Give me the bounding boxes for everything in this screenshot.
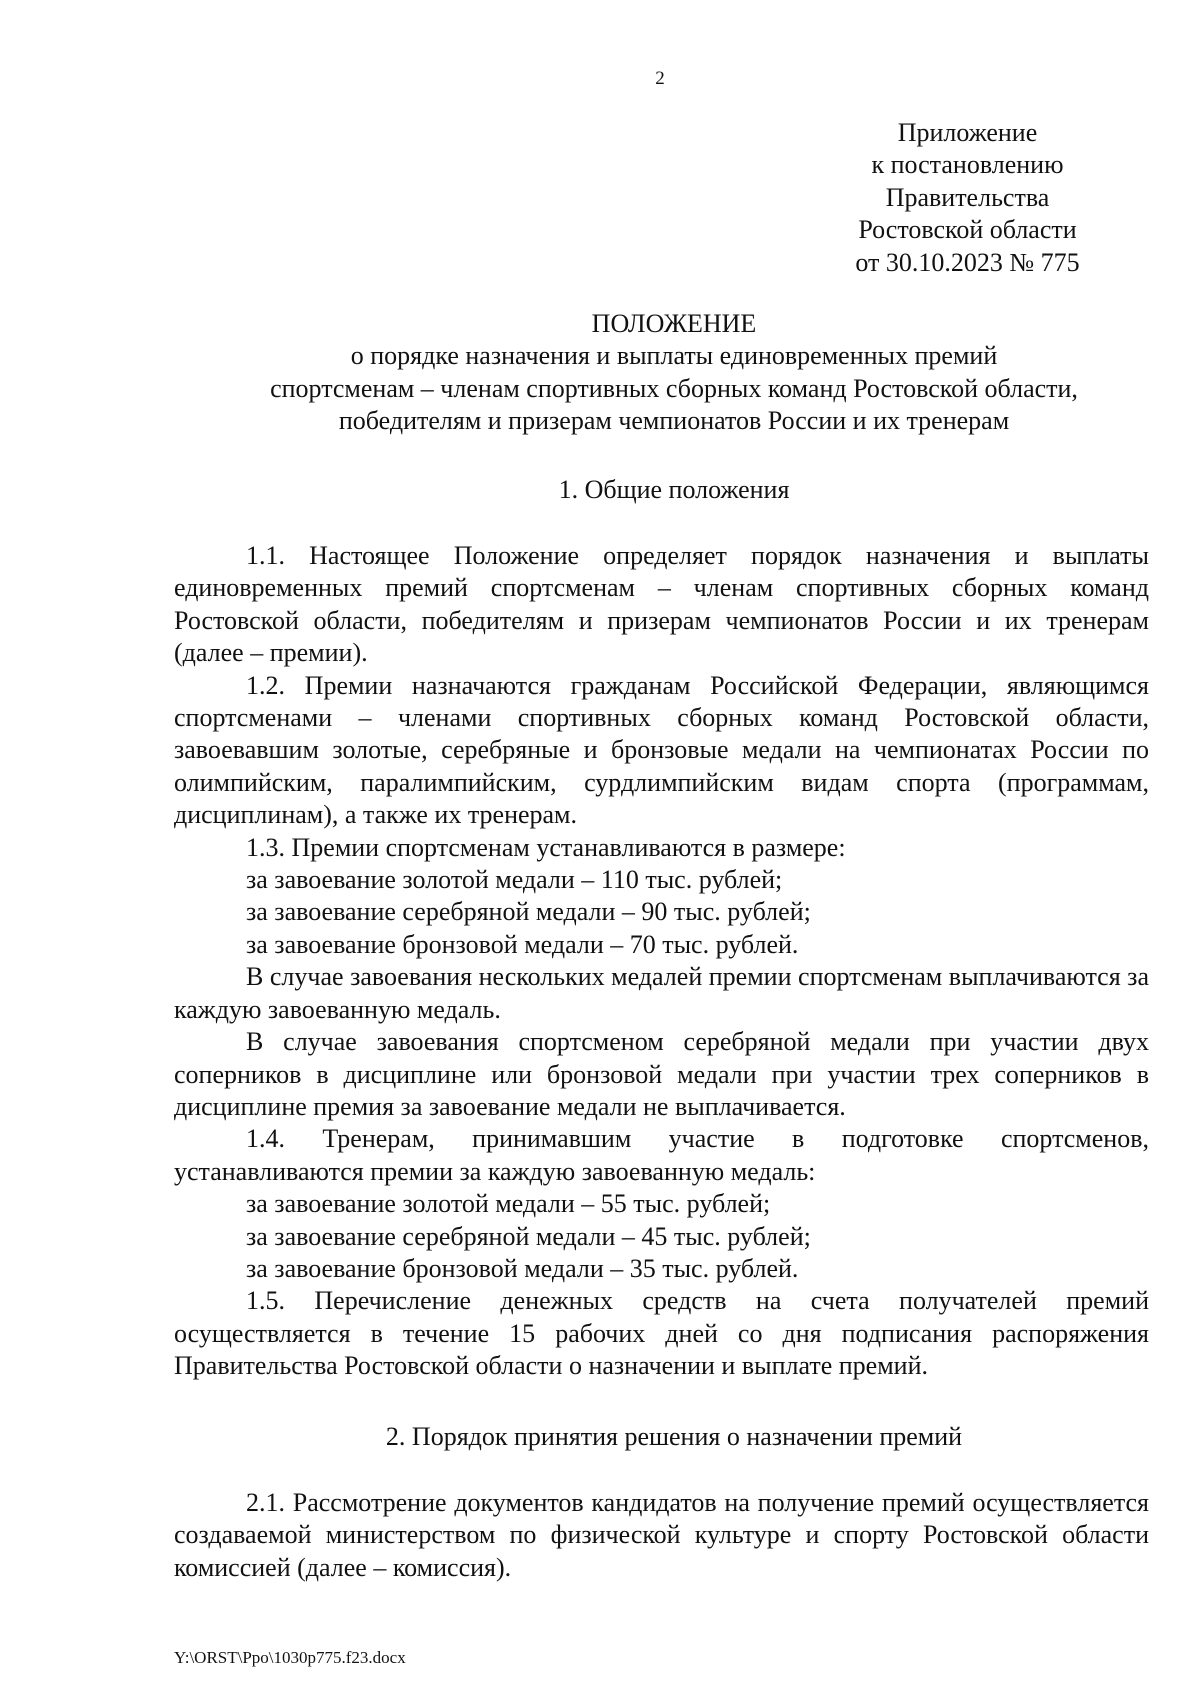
list-item: за завоевание бронзовой медали – 35 тыс. рублей. — [246, 1253, 799, 1283]
title-line: победителям и призерам чемпионатов России и их тренерам — [338, 406, 1010, 436]
list-item: за завоевание серебряной медали – 90 тыс. рублей; — [246, 897, 811, 927]
title-heading: ПОЛОЖЕНИЕ — [591, 309, 757, 338]
paragraph-1-1: 1.1. Настоящее Положение определяет порядок назначения и выплаты единовременных премий спортсменам – членам спортивных сборных команд Ростовской области, победителям и призерам чемпионатов России и их тренерам (далее – премии). — [174, 541, 1149, 668]
paragraph-1-3-multiple-medals: В случае завоевания нескольких медалей премии спортсменам выплачиваются за каждую завоеванную медаль. — [174, 962, 1149, 1024]
appendix-line: к постановлению — [871, 150, 1064, 180]
appendix-line: Приложение — [897, 118, 1038, 147]
paragraph-1-5: 1.5. Перечисление денежных средств на счета получателей премий осуществляется в течение 15 рабочих дней со дня подписания распоряжения Правительства Ростовской области о назначении и выплате премий. — [174, 1286, 1149, 1381]
section-1-body — [174, 540, 1149, 1383]
title-line: спортсменам – членам спортивных сборных команд Ростовской области, — [270, 373, 1078, 403]
paragraph-1-2: 1.2. Премии назначаются гражданам Российской Федерации, являющимся спортсменами – членами спортивных сборных команд Ростовской области, завоевавшим золотые, серебряные и бронзовые медали на чемпионатах России по олимпийским, паралимпийским, сурдлимпийским видам спорта (программам, дисциплинам), а также их тренерам. — [174, 670, 1149, 830]
appendix-block — [835, 117, 1100, 279]
appendix-line: от 30.10.2023 № 775 — [855, 247, 1080, 277]
section-1-heading: 1. Общие положения — [558, 475, 790, 504]
paragraph-1-4-intro: 1.4. Тренерам, принимавшим участие в подготовке спортсменов, устанавливаются премии за каждую завоеванную медаль: — [174, 1124, 1149, 1186]
list-item: за завоевание серебряной медали – 45 тыс. рублей; — [246, 1221, 811, 1251]
title-line: о порядке назначения и выплаты единовременных премий — [350, 341, 998, 371]
list-item: за завоевание бронзовой медали – 70 тыс. рублей. — [246, 929, 799, 959]
appendix-line: Правительства — [885, 182, 1050, 212]
list-item: за завоевание золотой медали – 110 тыс. рублей; — [246, 865, 783, 895]
section-2-body — [174, 1487, 1149, 1584]
paragraph-2-1: 2.1. Рассмотрение документов кандидатов на получение премий осуществляется создаваемой министерством по физической культуре и спорту Ростовской области комиссией (далее – комиссия). — [174, 1488, 1149, 1582]
paragraph-1-3-exception: В случае завоевания спортсменом серебряной медали при участии двух соперников в дисциплине или бронзовой медали при участии трех соперников в дисциплине премия за завоевание медали не выплачивается. — [174, 1027, 1149, 1121]
appendix-line: Ростовской области — [858, 215, 1077, 245]
paragraph-1-3-intro: 1.3. Премии спортсменам устанавливаются в размере: — [246, 832, 846, 862]
page-number: 2 — [655, 68, 665, 89]
file-path-footer: Y:\ORST\Ppo\1030p775.f23.docx — [174, 1648, 406, 1667]
list-item: за завоевание золотой медали – 55 тыс. рублей; — [246, 1189, 771, 1219]
document-title — [174, 308, 1174, 438]
section-2-heading: 2. Порядок принятия решения о назначении премий — [385, 1422, 963, 1451]
